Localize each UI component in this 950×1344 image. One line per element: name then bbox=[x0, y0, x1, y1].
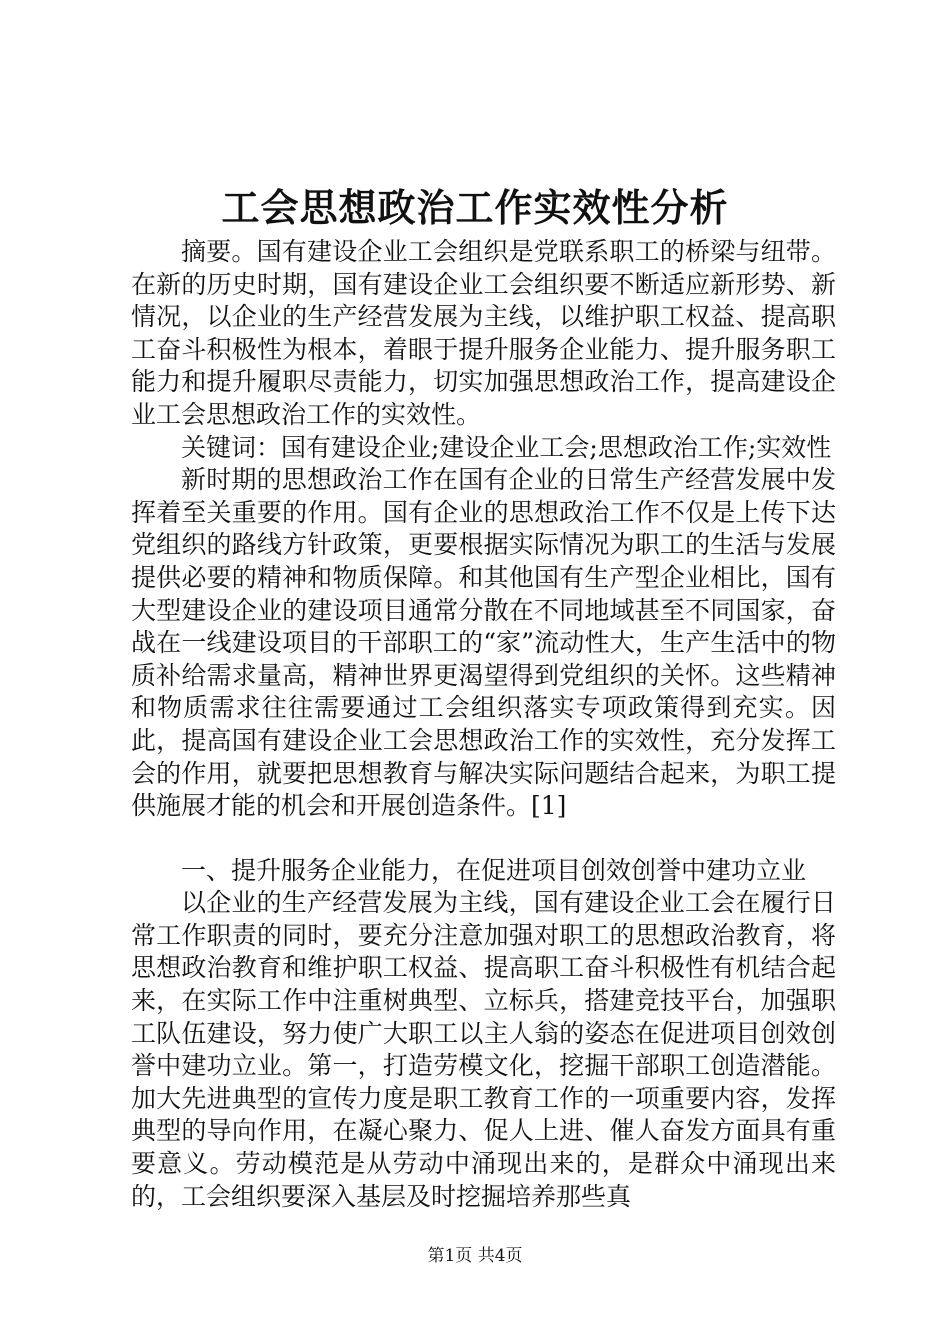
section-1-paragraph: 以企业的生产经营发展为主线，国有建设企业工会在履行日常工作职责的同时，要充分注意加强对职工的思想政治教育，将思想政治教育和维护职工权益、提高职工奋斗积极性有机结合起来，在实际工作中注重树典型、立标兵，搭建竞技平台，加强职工队伍建设，努力使广大职工以主人翁的姿态在促进项目创效创誉中建功立业。第一，打造劳模文化，挖掘干部职工创造潜能。加大先进典型的宣传力度是职工教育工作的一项重要内容，发挥典型的导向作用，在凝心聚力、促人上进、催人奋发方面具有重要意义。劳动模范是从劳动中涌现出来的，是群众中涌现出来的，工会组织要深入基层及时挖掘培养那些真 bbox=[131, 888, 836, 1211]
document-title: 工会思想政治工作实效性分析 bbox=[221, 185, 729, 230]
document-body bbox=[131, 236, 836, 1213]
keywords-paragraph: 关键词：国有建设企业;建设企业工会;思想政治工作;实效性 bbox=[181, 432, 832, 462]
section-heading-1: 一、提升服务企业能力，在促进项目创效创誉中建功立业 bbox=[181, 855, 807, 885]
intro-paragraph: 新时期的思想政治工作在国有企业的日常生产经营发展中发挥着至关重要的作用。国有企业的思想政治工作不仅是上传下达党组织的路线方针政策，更要根据实际情况为职工的生活与发展提供必要的精神和物质保障。和其他国有生产型企业相比，国有大型建设企业的建设项目通常分散在不同地域甚至不同国家，奋战在一线建设项目的干部职工的“家”流动性大，生产生活中的物质补给需求量高，精神世界更渴望得到党组织的关怀。这些精神和物质需求往往需要通过工会组织落实专项政策得到充实。因此，提高国有建设企业工会思想政治工作的实效性，充分发挥工会的作用，就要把思想教育与解决实际问题结合起来，为职工提供施展才能的机会和开展创造条件。[1] bbox=[131, 465, 836, 821]
page-number-footer: 第1页 共4页 bbox=[427, 1246, 523, 1266]
abstract-paragraph: 摘要。国有建设企业工会组织是党联系职工的桥梁与纽带。在新的历史时期，国有建设企业工会组织要不断适应新形势、新情况，以企业的生产经营发展为主线，以维护职工权益、提高职工奋斗积极性为根本，着眼于提升服务企业能力、提升服务职工能力和提升履职尽责能力，切实加强思想政治工作，提高建设企业工会思想政治工作的实效性。 bbox=[131, 237, 836, 429]
